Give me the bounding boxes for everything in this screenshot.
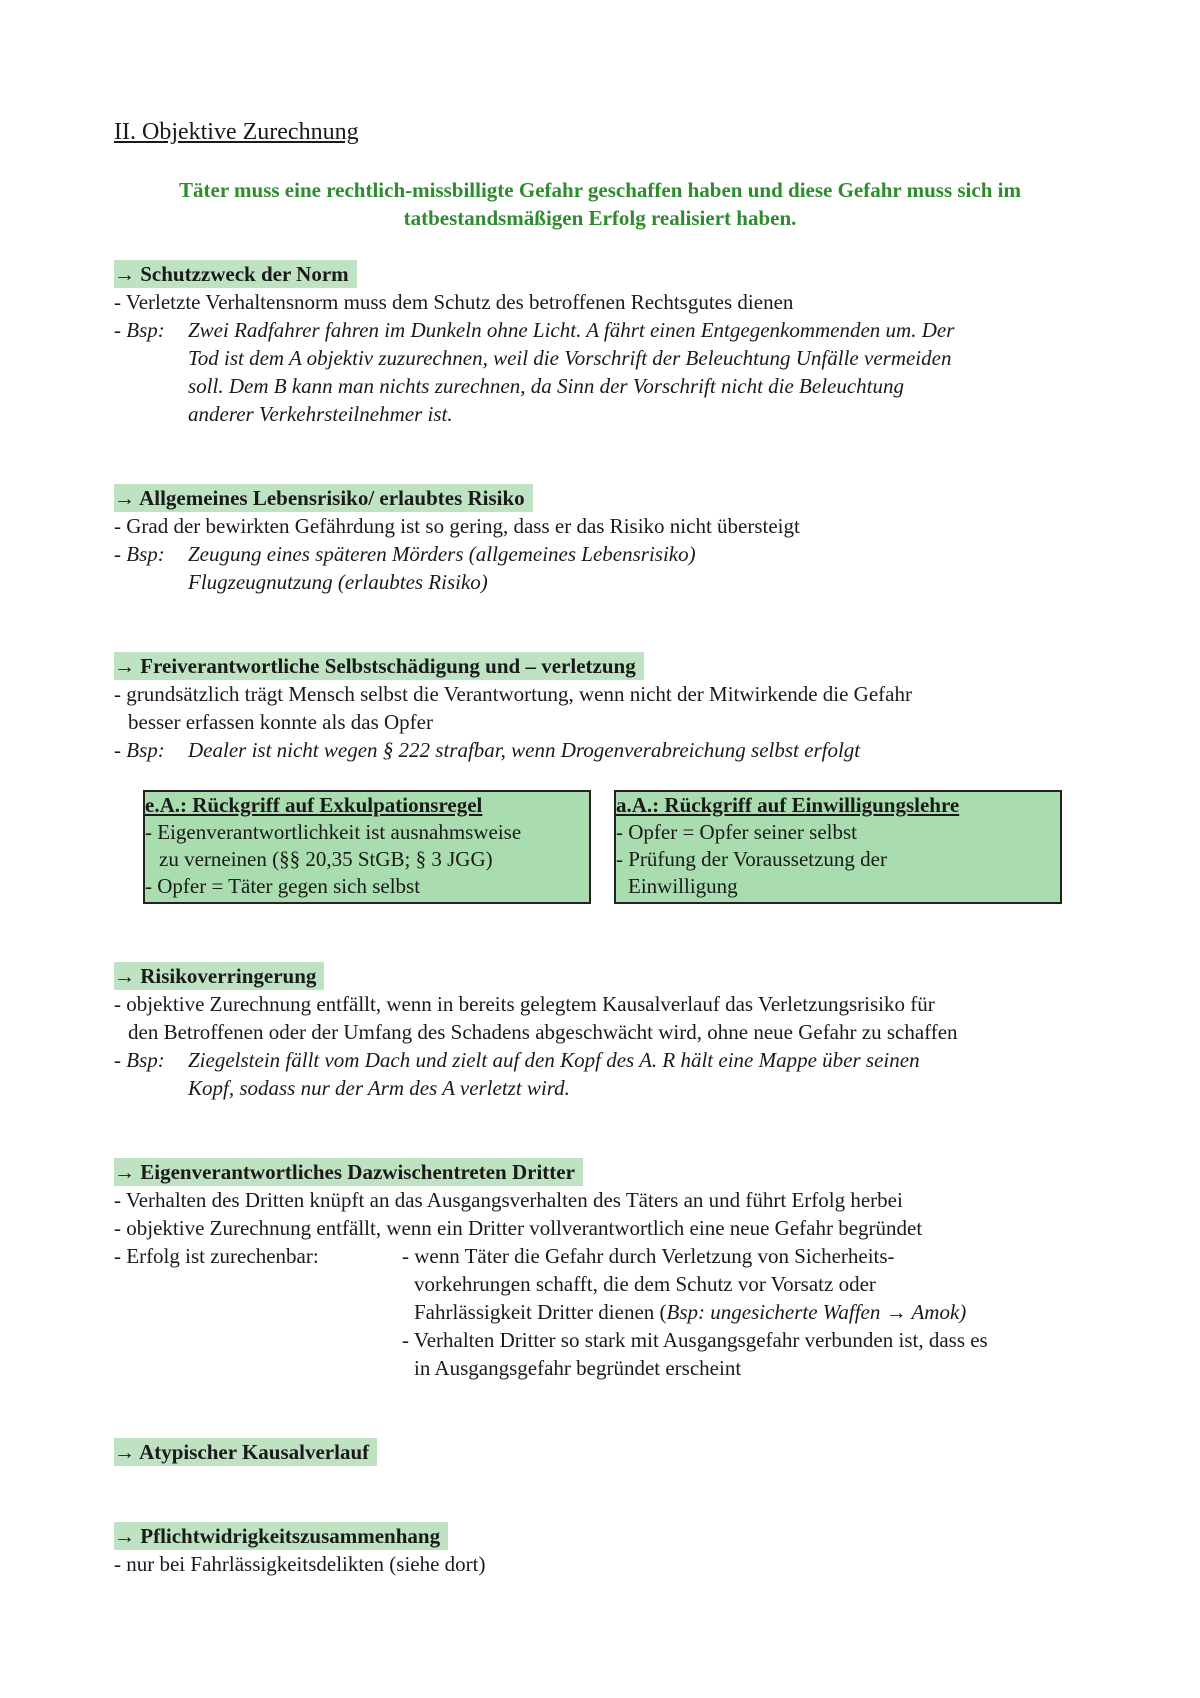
- example-line: Flugzeugnutzung (erlaubtes Risiko): [188, 570, 488, 594]
- intro-line-2: tatbestandsmäßigen Erfolg realisiert haben.: [403, 206, 797, 230]
- condition-line: - wenn Täter die Gefahr durch Verletzung von Sicherheits-: [402, 1244, 895, 1268]
- box-line: - Prüfung der Voraussetzung der: [616, 847, 888, 871]
- heading-risikoverringerung: → Risikoverringerung: [114, 962, 324, 990]
- example-line: Zeugung eines späteren Mörders (allgemeines Lebensrisiko): [188, 542, 696, 566]
- example-line: Tod ist dem A objektiv zuzurechnen, weil die Vorschrift der Beleuchtung Unfälle vermeiden: [188, 346, 952, 370]
- text-line: - Verletzte Verhaltensnorm muss dem Schutz des betroffenen Rechtsgutes dienen: [114, 290, 794, 314]
- text-line: - Grad der bewirkten Gefährdung ist so gering, dass er das Risiko nicht übersteigt: [114, 514, 800, 538]
- bsp-label: - Bsp:: [114, 318, 165, 342]
- text-line: besser erfassen konnte als das Opfer: [128, 710, 433, 734]
- condition-text: Fahrlässigkeit Dritter dienen (: [414, 1300, 667, 1324]
- box-line: - Eigenverantwortlichkeit ist ausnahmsweise: [145, 820, 522, 844]
- box-exkulpationsregel: [143, 790, 591, 904]
- box-line: Einwilligung: [628, 874, 738, 898]
- condition-line: - Verhalten Dritter so stark mit Ausgangsgefahr verbunden ist, dass es: [402, 1328, 988, 1352]
- heading-lebensrisiko: → Allgemeines Lebensrisiko/ erlaubtes Risiko: [114, 484, 533, 512]
- text-line: - Verhalten des Dritten knüpft an das Ausgangsverhalten des Täters an und führt Erfolg herbei: [114, 1188, 903, 1212]
- box-line: - Opfer = Täter gegen sich selbst: [145, 874, 421, 898]
- condition-line: in Ausgangsgefahr begründet erscheint: [414, 1356, 742, 1380]
- box-heading: a.A.: Rückgriff auf Einwilligungslehre: [616, 793, 960, 817]
- example-line: Dealer ist nicht wegen § 222 strafbar, wenn Drogenverabreichung selbst erfolgt: [188, 738, 861, 762]
- condition-line: [414, 1298, 966, 1326]
- condition-example: Bsp: ungesicherte Waffen → Amok): [666, 1300, 967, 1324]
- text-line: den Betroffenen oder der Umfang des Schadens abgeschwächt wird, ohne neue Gefahr zu schaffen: [128, 1020, 958, 1044]
- example-line: Kopf, sodass nur der Arm des A verletzt wird.: [188, 1076, 570, 1100]
- page-title: II. Objektive Zurechnung: [114, 119, 359, 145]
- box-heading: e.A.: Rückgriff auf Exkulpationsregel: [145, 793, 483, 817]
- heading-selbstschaedigung: → Freiverantwortliche Selbstschädigung und – verletzung: [114, 652, 644, 680]
- heading-pflichtwidrigkeit: → Pflichtwidrigkeitszusammenhang: [114, 1522, 448, 1550]
- example-line: anderer Verkehrsteilnehmer ist.: [188, 402, 453, 426]
- text-line: - objektive Zurechnung entfällt, wenn ein Dritter vollverantwortlich eine neue Gefahr begründet: [114, 1216, 923, 1240]
- box-einwilligungslehre: [614, 790, 1062, 904]
- bsp-label: - Bsp:: [114, 738, 165, 762]
- box-line: - Opfer = Opfer seiner selbst: [616, 820, 858, 844]
- bsp-label: - Bsp:: [114, 1048, 165, 1072]
- box-line: zu verneinen (§§ 20,35 StGB; § 3 JGG): [159, 847, 493, 871]
- heading-schutzzweck: → Schutzzweck der Norm: [114, 260, 357, 288]
- example-line: Zwei Radfahrer fahren im Dunkeln ohne Licht. A fährt einen Entgegenkommenden um. Der: [188, 318, 955, 342]
- example-line: Ziegelstein fällt vom Dach und zielt auf den Kopf des A. R hält eine Mappe über seinen: [188, 1048, 920, 1072]
- intro-line-1: Täter muss eine rechtlich-missbilligte Gefahr geschaffen haben und diese Gefahr muss sich im: [179, 178, 1021, 202]
- text-line: - nur bei Fahrlässigkeitsdelikten (siehe dort): [114, 1552, 486, 1576]
- example-line: soll. Dem B kann man nichts zurechnen, da Sinn der Vorschrift nicht die Beleuchtung: [188, 374, 905, 398]
- heading-dazwischentreten: → Eigenverantwortliches Dazwischentreten Dritter: [114, 1158, 583, 1186]
- condition-line: vorkehrungen schafft, die dem Schutz vor Vorsatz oder: [414, 1272, 876, 1296]
- heading-atypischer-kausalverlauf: → Atypischer Kausalverlauf: [114, 1438, 377, 1466]
- text-line: - objektive Zurechnung entfällt, wenn in bereits gelegtem Kausalverlauf das Verletzungsrisiko für: [114, 992, 935, 1016]
- bsp-label: - Bsp:: [114, 542, 165, 566]
- text-line: - Erfolg ist zurechenbar:: [114, 1244, 319, 1268]
- text-line: - grundsätzlich trägt Mensch selbst die Verantwortung, wenn nicht der Mitwirkende die Gefahr: [114, 682, 912, 706]
